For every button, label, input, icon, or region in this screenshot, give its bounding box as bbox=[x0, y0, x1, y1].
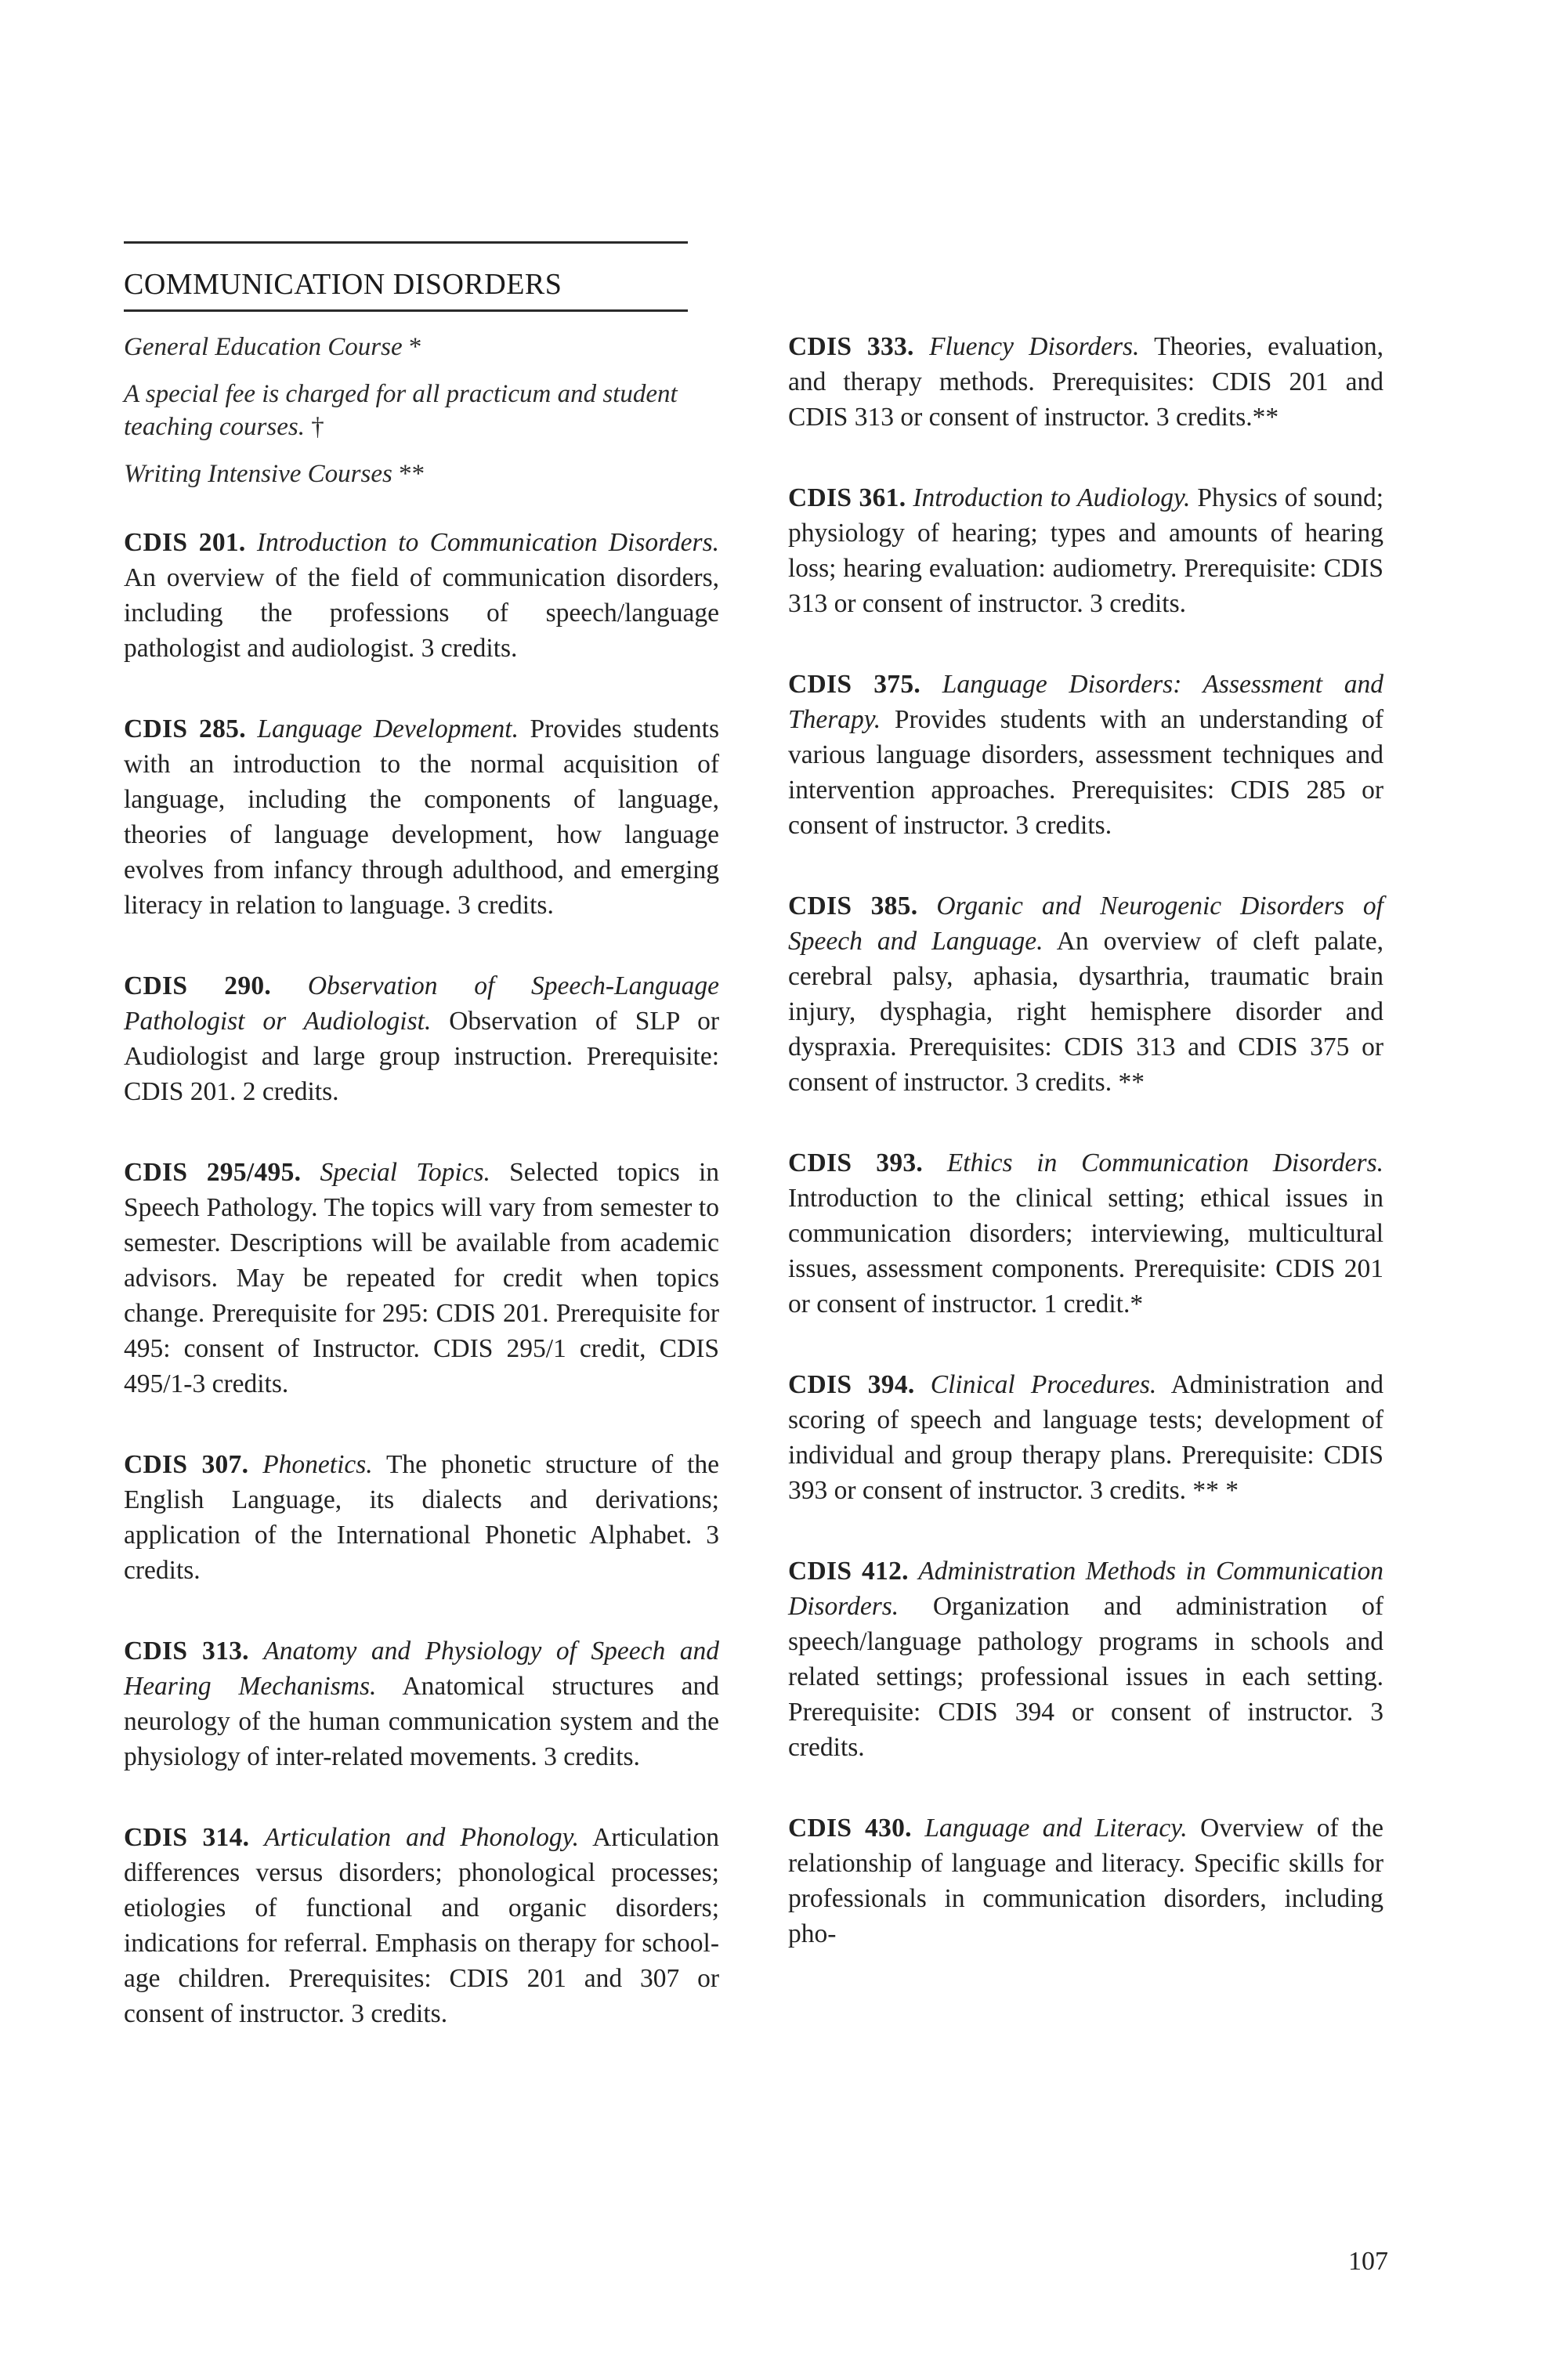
course-code: CDIS 375. bbox=[788, 670, 921, 699]
course-cdis-361 bbox=[788, 480, 1383, 621]
course-description: Articulation differences versus disorders; phonological processes; etiologies of functional and organic disorders; indications for referral. Emphasis on therapy for school-age children. Prerequisites: CDIS 201 and 307 or consent of instructor. 3 credits. bbox=[124, 1823, 719, 2028]
course-description: Selected topics in Speech Pathology. The topics will vary from semester to semester. Descriptions will be available from academic advisors. May be repeated for credit when topics change. Prerequisite for 295: CDIS 201. Prerequisite for 495: consent of Instructor. CDIS 295/1 credit, CDIS 495/1-3 credits. bbox=[124, 1158, 720, 1398]
course-description: Observation of SLP or Audiologist and large group instruction. Prerequisite: CDIS 201. 2 credits. bbox=[124, 1007, 719, 1106]
course-title: Administration Methods in Communication Disorders. bbox=[788, 1557, 1383, 1621]
course-code: CDIS 430. bbox=[788, 1814, 912, 1843]
section-title: COMMUNICATION DISORDERS bbox=[124, 241, 688, 312]
course-cdis-385 bbox=[788, 888, 1383, 1100]
course-code: CDIS 307. bbox=[124, 1450, 249, 1479]
course-title: Special Topics. bbox=[320, 1158, 490, 1187]
dagger-mark: † bbox=[311, 413, 324, 441]
course-title: Clinical Procedures. bbox=[930, 1370, 1157, 1399]
course-cdis-394 bbox=[788, 1367, 1383, 1508]
course-title: Ethics in Communication Disorders. bbox=[946, 1148, 1383, 1177]
course-cdis-285 bbox=[124, 711, 719, 923]
course-description: Overview of the relationship of language and literacy. Specific skills for professionals in communication disorders, including pho- bbox=[788, 1814, 1384, 1948]
course-description: An overview of the field of communication disorders, including the professions of speech/language pathologist and audiologist. 3 credits. bbox=[124, 563, 719, 663]
course-code: CDIS 385. bbox=[788, 892, 918, 921]
course-code: CDIS 201. bbox=[124, 528, 246, 557]
course-cdis-307 bbox=[124, 1447, 719, 1588]
course-code: CDIS 393. bbox=[788, 1148, 924, 1177]
course-title: Language Disorders: Assessment and Therapy. bbox=[788, 670, 1383, 734]
page-number: 107 bbox=[1348, 2247, 1388, 2276]
course-title: Language Development. bbox=[257, 714, 519, 743]
course-title: Introduction to Audiology. bbox=[913, 483, 1191, 512]
course-cdis-313 bbox=[124, 1633, 719, 1774]
course-description: Introduction to the clinical setting; ethical issues in communication disorders; interviewing, multicultural issues, assessment components. Prerequisite: CDIS 201 or consent of instructor. 1 credit.* bbox=[788, 1184, 1383, 1318]
course-cdis-290 bbox=[124, 968, 719, 1109]
course-cdis-201 bbox=[124, 525, 719, 666]
left-column bbox=[124, 525, 719, 2077]
course-cdis-393 bbox=[788, 1145, 1383, 1322]
course-code: CDIS 285. bbox=[124, 714, 246, 743]
course-code: CDIS 314. bbox=[124, 1823, 250, 1852]
course-description: Administration and scoring of speech and language tests; development of individual and group therapy plans. Prerequisite: CDIS 393 or consent of instructor. 3 credits. ** * bbox=[788, 1370, 1384, 1505]
double-asterisk-mark: ** bbox=[399, 460, 425, 488]
course-title: Introduction to Communication Disorders. bbox=[256, 528, 719, 557]
course-code: CDIS 361. bbox=[788, 483, 906, 512]
course-cdis-412 bbox=[788, 1554, 1383, 1765]
course-cdis-295-495 bbox=[124, 1155, 719, 1402]
course-title: Phonetics. bbox=[262, 1450, 373, 1479]
course-description: Physics of sound; physiology of hearing; types and amounts of hearing loss; hearing evaluation: audiometry. Prerequisite: CDIS 313 or consent of instructor. 3 credits. bbox=[788, 483, 1384, 618]
course-title: Language and Literacy. bbox=[924, 1814, 1188, 1843]
course-description: Anatomical structures and neurology of the human communication system and the physiology of inter-related movements. 3 credits. bbox=[124, 1672, 720, 1771]
course-cdis-314 bbox=[124, 1820, 719, 2031]
legend bbox=[124, 331, 703, 505]
legend-special-fee: A special fee is charged for all practicum and student teaching courses. † bbox=[124, 380, 678, 441]
course-description: Organization and administration of speech/language pathology programs in schools and related settings; professional issues in each setting. Prerequisite: CDIS 394 or consent of instructor. 3 credits. bbox=[788, 1592, 1384, 1762]
legend-general-education: General Education Course * bbox=[124, 333, 422, 361]
course-code: CDIS 333. bbox=[788, 332, 914, 361]
course-title: Anatomy and Physiology of Speech and Hearing Mechanisms. bbox=[124, 1637, 719, 1701]
course-code: CDIS 394. bbox=[788, 1370, 915, 1399]
course-description: Theories, evaluation, and therapy methods. Prerequisites: CDIS 201 and CDIS 313 or consent of instructor. 3 credits.** bbox=[788, 332, 1383, 432]
course-code: CDIS 290. bbox=[124, 971, 272, 1000]
course-cdis-333 bbox=[788, 329, 1383, 435]
course-cdis-430 bbox=[788, 1810, 1383, 1951]
course-title: Observation of Speech-Language Pathologist or Audiologist. bbox=[124, 971, 719, 1036]
course-code: CDIS 412. bbox=[788, 1557, 909, 1586]
course-code: CDIS 313. bbox=[124, 1637, 249, 1666]
course-description: The phonetic structure of the English Language, its dialects and derivations; application of the International Phonetic Alphabet. 3 credits. bbox=[124, 1450, 720, 1585]
course-description: An overview of cleft palate, cerebral palsy, aphasia, dysarthria, traumatic brain injury, dysphagia, right hemisphere disorder and dyspraxia. Prerequisites: CDIS 313 and CDIS 375 or consent of instructor. 3 credits. ** bbox=[788, 927, 1383, 1097]
course-description: Provides students with an introduction to the normal acquisition of language, including the components of language, theories of language development, how language evolves from infancy through adulthood, and emerging literacy in relation to language. 3 credits. bbox=[124, 714, 720, 920]
course-cdis-375 bbox=[788, 667, 1383, 843]
course-description: Provides students with an understanding of various language disorders, assessment techniques and intervention approaches. Prerequisites: CDIS 285 or consent of instructor. 3 credits. bbox=[788, 705, 1384, 840]
right-column bbox=[788, 329, 1383, 1997]
course-title: Fluency Disorders. bbox=[929, 332, 1140, 361]
course-title: Organic and Neurogenic Disorders of Speech and Language. bbox=[788, 892, 1383, 956]
asterisk-mark: * bbox=[408, 333, 422, 361]
legend-writing-intensive: Writing Intensive Courses ** bbox=[124, 460, 425, 488]
course-code: CDIS 295/495. bbox=[124, 1158, 302, 1187]
course-title: Articulation and Phonology. bbox=[264, 1823, 580, 1852]
